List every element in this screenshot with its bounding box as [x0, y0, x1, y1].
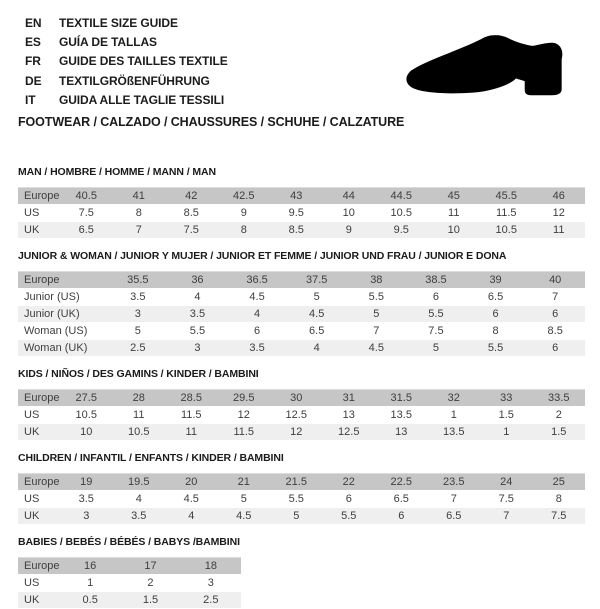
size-value: 11.5 — [165, 407, 218, 424]
language-code: DE — [25, 73, 42, 88]
size-value: 5 — [108, 323, 168, 340]
size-value: 6 — [227, 323, 287, 340]
size-value: 30 — [270, 390, 323, 407]
size-value: 16 — [60, 558, 120, 575]
size-value: 9.5 — [375, 222, 428, 239]
size-value: 4.5 — [347, 340, 407, 357]
size-value: 3.5 — [108, 289, 168, 306]
table-row — [18, 558, 241, 575]
size-value: 10.5 — [113, 424, 166, 441]
size-value: 36 — [168, 272, 228, 289]
size-value: 7 — [525, 289, 585, 306]
size-value: 13.5 — [375, 407, 428, 424]
size-value: 27.5 — [60, 390, 113, 407]
size-value: 20 — [165, 474, 218, 491]
size-value: 43 — [270, 188, 323, 205]
size-value: 2.5 — [181, 592, 241, 609]
size-value: 3.5 — [60, 491, 113, 508]
size-value: 6.5 — [60, 222, 113, 239]
size-value: 10 — [60, 424, 113, 441]
size-value: 42 — [165, 188, 218, 205]
row-label: UK — [18, 508, 60, 525]
size-value: 5 — [406, 340, 466, 357]
size-value: 5.5 — [168, 323, 228, 340]
size-value: 6.5 — [375, 491, 428, 508]
size-value: 11 — [533, 222, 586, 239]
table-row — [18, 508, 585, 525]
language-code: ES — [25, 35, 41, 50]
size-value: 46 — [533, 188, 586, 205]
size-value: 38.5 — [406, 272, 466, 289]
size-value: 4 — [287, 340, 347, 357]
size-value: 7 — [428, 491, 481, 508]
size-value: 32 — [428, 390, 481, 407]
size-value: 25 — [533, 474, 586, 491]
size-value: 41 — [113, 188, 166, 205]
size-value: 29.5 — [218, 390, 271, 407]
size-value: 31 — [323, 390, 376, 407]
size-value: 6 — [375, 508, 428, 525]
row-label: UK — [18, 424, 60, 441]
size-value: 5.5 — [270, 491, 323, 508]
size-value: 42.5 — [218, 188, 271, 205]
size-value: 1 — [428, 407, 481, 424]
size-value: 3.5 — [227, 340, 287, 357]
row-label: US — [18, 407, 60, 424]
size-value: 10 — [428, 222, 481, 239]
section-title-children: CHILDREN / INFANTIL / ENFANTS / KINDER / BAMBINI — [18, 452, 284, 465]
language-code: EN — [25, 16, 42, 30]
row-label: Europe — [18, 188, 60, 205]
table-row — [18, 592, 241, 609]
table-row — [18, 222, 585, 239]
size-value: 8 — [533, 491, 586, 508]
size-value: 6 — [466, 306, 526, 323]
size-table-kids — [18, 389, 585, 441]
size-value: 7 — [347, 323, 407, 340]
table-row — [18, 323, 585, 340]
size-value: 6 — [406, 289, 466, 306]
size-value: 2 — [120, 575, 180, 592]
table-row — [18, 205, 585, 222]
size-value: 5.5 — [323, 508, 376, 525]
size-value: 8.5 — [525, 323, 585, 340]
category-title: FOOTWEAR / CALZADO / CHAUSSURES / SCHUHE / CALZATURE — [18, 115, 405, 130]
size-section-babies — [18, 536, 585, 609]
table-row — [18, 407, 585, 424]
size-value: 4 — [165, 508, 218, 525]
size-value: 8 — [218, 222, 271, 239]
size-value: 2.5 — [108, 340, 168, 357]
size-value: 4.5 — [165, 491, 218, 508]
size-value: 38 — [347, 272, 407, 289]
size-value: 31.5 — [375, 390, 428, 407]
size-value: 12 — [218, 407, 271, 424]
size-value: 7.5 — [406, 323, 466, 340]
row-label: UK — [18, 592, 60, 609]
size-value: 10.5 — [60, 407, 113, 424]
language-label: GUIDA ALLE TAGLIE TESSILI — [59, 92, 225, 107]
size-value: 44.5 — [375, 188, 428, 205]
row-label: UK — [18, 222, 60, 239]
size-value: 4.5 — [287, 306, 347, 323]
size-table-babies — [18, 557, 241, 609]
size-tables — [18, 166, 585, 609]
size-value: 8 — [113, 205, 166, 222]
size-value: 39 — [466, 272, 526, 289]
table-row — [18, 306, 585, 323]
table-row — [18, 474, 585, 491]
size-value: 40.5 — [60, 188, 113, 205]
size-value: 28.5 — [165, 390, 218, 407]
size-value: 3.5 — [113, 508, 166, 525]
size-value: 6 — [525, 306, 585, 323]
table-row — [18, 424, 585, 441]
size-value: 40 — [525, 272, 585, 289]
size-value: 4 — [113, 491, 166, 508]
row-label: US — [18, 491, 60, 508]
table-row — [18, 289, 585, 306]
row-label: Woman (UK) — [18, 340, 108, 357]
size-value: 4.5 — [227, 289, 287, 306]
size-value: 18 — [181, 558, 241, 575]
language-code: IT — [25, 92, 36, 107]
size-value: 5.5 — [466, 340, 526, 357]
row-label: US — [18, 205, 60, 222]
size-value: 1.5 — [480, 407, 533, 424]
size-table-man — [18, 187, 585, 239]
table-row — [18, 188, 585, 205]
size-value: 8.5 — [270, 222, 323, 239]
size-value: 1.5 — [120, 592, 180, 609]
size-value: 13.5 — [428, 424, 481, 441]
size-value: 6 — [323, 491, 376, 508]
size-value: 12 — [270, 424, 323, 441]
size-section-man — [18, 166, 585, 239]
size-value: 5.5 — [406, 306, 466, 323]
size-value: 6 — [525, 340, 585, 357]
dress-shoe-silhouette-icon — [390, 16, 582, 104]
size-value: 17 — [120, 558, 180, 575]
size-value: 11 — [113, 407, 166, 424]
row-label: Europe — [18, 390, 60, 407]
row-label: Junior (US) — [18, 289, 108, 306]
size-value: 45.5 — [480, 188, 533, 205]
size-value: 1.5 — [533, 424, 586, 441]
size-value: 21 — [218, 474, 271, 491]
row-label: Junior (UK) — [18, 306, 108, 323]
row-label: Europe — [18, 558, 60, 575]
size-value: 13 — [323, 407, 376, 424]
size-value: 23.5 — [428, 474, 481, 491]
row-label: US — [18, 575, 60, 592]
size-value: 3 — [108, 306, 168, 323]
size-value: 37.5 — [287, 272, 347, 289]
row-label: Europe — [18, 272, 108, 289]
size-value: 10.5 — [375, 205, 428, 222]
size-value: 6.5 — [287, 323, 347, 340]
size-value: 36.5 — [227, 272, 287, 289]
size-section-children — [18, 452, 585, 525]
size-value: 44 — [323, 188, 376, 205]
size-value: 22.5 — [375, 474, 428, 491]
language-code: FR — [25, 54, 41, 69]
section-title-junior_woman: JUNIOR & WOMAN / JUNIOR Y MUJER / JUNIOR ET FEMME / JUNIOR UND FRAU / JUNIOR E DONA — [18, 250, 507, 263]
size-value: 8.5 — [165, 205, 218, 222]
size-value: 5 — [347, 306, 407, 323]
size-value: 5 — [287, 289, 347, 306]
size-value: 9 — [323, 222, 376, 239]
size-value: 12.5 — [323, 424, 376, 441]
size-value: 10.5 — [480, 222, 533, 239]
size-value: 6.5 — [466, 289, 526, 306]
size-section-junior_woman — [18, 250, 585, 357]
size-value: 1 — [480, 424, 533, 441]
size-value: 3 — [181, 575, 241, 592]
size-value: 7.5 — [480, 491, 533, 508]
size-value: 3 — [60, 508, 113, 525]
table-row — [18, 575, 241, 592]
size-value: 2 — [533, 407, 586, 424]
size-value: 19 — [60, 474, 113, 491]
section-title-man: MAN / HOMBRE / HOMME / MANN / MAN — [18, 166, 216, 179]
size-value: 11.5 — [218, 424, 271, 441]
language-label: TEXTILGRÖßENFÜHRUNG — [59, 73, 210, 88]
size-table-children — [18, 473, 585, 525]
size-value: 33 — [480, 390, 533, 407]
size-value: 13 — [375, 424, 428, 441]
size-value: 7 — [480, 508, 533, 525]
language-label: GUÍA DE TALLAS — [59, 35, 157, 50]
size-value: 9 — [218, 205, 271, 222]
size-value: 5.5 — [347, 289, 407, 306]
table-row — [18, 390, 585, 407]
size-value: 22 — [323, 474, 376, 491]
size-value: 33.5 — [533, 390, 586, 407]
size-value: 3.5 — [168, 306, 228, 323]
size-value: 10 — [323, 205, 376, 222]
size-value: 4 — [227, 306, 287, 323]
size-value: 4 — [168, 289, 228, 306]
size-value: 35.5 — [108, 272, 168, 289]
size-section-kids — [18, 368, 585, 441]
size-value: 7.5 — [60, 205, 113, 222]
size-value: 7.5 — [165, 222, 218, 239]
size-value: 6.5 — [428, 508, 481, 525]
size-value: 21.5 — [270, 474, 323, 491]
table-row — [18, 272, 585, 289]
size-value: 8 — [466, 323, 526, 340]
size-value: 0.5 — [60, 592, 120, 609]
size-table-junior_woman — [18, 271, 585, 357]
size-value: 19.5 — [113, 474, 166, 491]
size-value: 28 — [113, 390, 166, 407]
size-value: 11 — [165, 424, 218, 441]
size-value: 24 — [480, 474, 533, 491]
table-row — [18, 491, 585, 508]
language-label: TEXTILE SIZE GUIDE — [59, 16, 178, 30]
size-value: 4.5 — [218, 508, 271, 525]
size-value: 7 — [113, 222, 166, 239]
table-row — [18, 340, 585, 357]
size-value: 5 — [218, 491, 271, 508]
page-header — [0, 0, 600, 129]
size-value: 7.5 — [533, 508, 586, 525]
size-value: 12 — [533, 205, 586, 222]
size-value: 3 — [168, 340, 228, 357]
size-value: 11.5 — [480, 205, 533, 222]
section-title-kids: KIDS / NIÑOS / DES GAMINS / KINDER / BAMBINI — [18, 368, 259, 381]
size-value: 5 — [270, 508, 323, 525]
language-label: GUIDE DES TAILLES TEXTILE — [59, 54, 228, 69]
size-value: 12.5 — [270, 407, 323, 424]
section-title-babies: BABIES / BEBÉS / BÉBÉS / BABYS /BAMBINI — [18, 536, 240, 549]
row-label: Woman (US) — [18, 323, 108, 340]
row-label: Europe — [18, 474, 60, 491]
size-value: 45 — [428, 188, 481, 205]
size-value: 1 — [60, 575, 120, 592]
size-value: 9.5 — [270, 205, 323, 222]
size-value: 11 — [428, 205, 481, 222]
